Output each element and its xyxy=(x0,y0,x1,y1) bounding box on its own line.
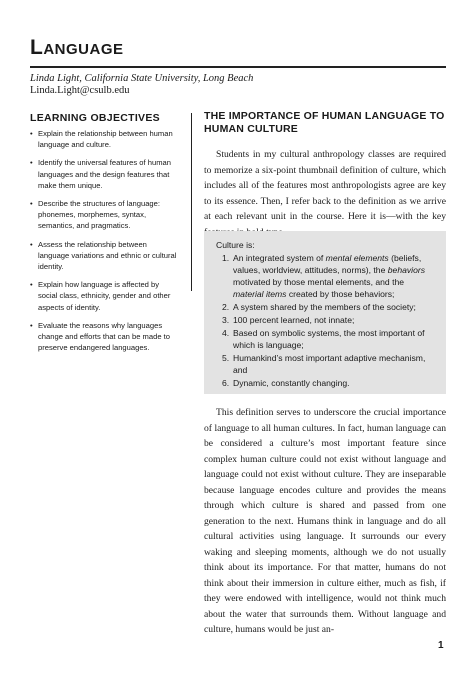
culture-definition-item xyxy=(216,327,434,351)
item-text: Based on symbolic systems, the most important of which is language; xyxy=(233,328,425,350)
item-number: 6. xyxy=(222,378,230,388)
page-number: 1 xyxy=(438,640,444,651)
item-text: (beliefs, values, worldview, attitudes, norms), the xyxy=(233,253,422,275)
objective-item: • Describe the structures of language: phonemes, morphemes, syntax, semantics, and pragmatics. xyxy=(30,198,180,232)
culture-definition-box xyxy=(204,231,446,394)
learning-objectives xyxy=(30,112,180,360)
culture-definition-item xyxy=(216,377,434,389)
item-text: A system shared by the members of the society; xyxy=(233,302,416,312)
column-divider xyxy=(191,113,192,291)
author-line: Linda Light, California State University, Long Beach xyxy=(30,73,254,84)
section-heading-block xyxy=(204,110,446,136)
author-email: Linda.Light@csulb.edu xyxy=(30,85,130,96)
culture-definition-list xyxy=(216,252,434,389)
objective-item: • Evaluate the reasons why languages change and efforts that can be made to preserve endangered languages. xyxy=(30,320,180,354)
italic-term: mental elements xyxy=(325,253,389,263)
culture-definition-item xyxy=(216,352,434,376)
box-intro: Culture is: xyxy=(216,240,255,250)
culture-definition-item xyxy=(216,252,434,300)
item-text: 100 percent learned, not innate; xyxy=(233,315,355,325)
item-number: 5. xyxy=(222,353,230,363)
item-text: Humankind’s most important adaptive mechanism, and xyxy=(233,353,426,375)
italic-term: behaviors xyxy=(387,265,426,275)
objective-item: • Assess the relationship between language variations and ethnic or cultural identity. xyxy=(30,239,180,273)
title-rule xyxy=(30,66,446,68)
body-paragraph-2: This definition serves to underscore the crucial importance of language to all human cultures. In fact, human language can be considered a culture’s most important feature since complex human culture could not exist without language and language could not exist without culture. They are inseparable because language encodes culture and provides the means through which culture is shared and passed from one generation to the next. Humans think in language and do all cultural activities using language. It surrounds our every waking and sleeping moments, although we do not usually think about its importance. For that matter, humans do not think about their immersion in culture either, much as fish, if they were endowed with intelligence, would not think much about the water that surrounds them. Without language and culture, humans would be just an- xyxy=(204,407,446,635)
page-title: Language xyxy=(30,36,124,59)
item-text: Dynamic, constantly changing. xyxy=(233,378,350,388)
objectives-heading: LEARNING OBJECTIVES xyxy=(30,112,160,124)
body-paragraph-1: Students in my cultural anthropology classes are required to memorize a six-point thumbnail definition of culture, which includes all of the features most anthropologists agree are key to its essence. Then, I refer back to the definition as we arrive at each relevant unit in the course. Here it is—with the key xyxy=(204,149,446,222)
objective-item: • Explain how language is affected by social class, ethnicity, gender and other aspects of identity. xyxy=(30,279,180,313)
italic-term: material items xyxy=(233,289,287,299)
objectives-list xyxy=(30,128,180,353)
objective-item: • Explain the relationship between human language and culture. xyxy=(30,128,180,150)
item-number: 4. xyxy=(222,328,230,338)
section-heading: THE IMPORTANCE OF HUMAN LANGUAGE TO HUMAN CULTURE xyxy=(204,110,445,135)
item-text: created by those behaviors; xyxy=(286,289,395,299)
item-number: 2. xyxy=(222,302,230,312)
item-text: An integrated system of xyxy=(233,253,326,263)
item-number: 3. xyxy=(222,315,230,325)
item-text: motivated by those mental elements, and the xyxy=(233,277,405,287)
objective-item: • Identify the universal features of human languages and the design features that make them unique. xyxy=(30,157,180,191)
item-number: 1. xyxy=(222,253,230,263)
culture-definition-item xyxy=(216,314,434,326)
culture-definition-item xyxy=(216,301,434,313)
